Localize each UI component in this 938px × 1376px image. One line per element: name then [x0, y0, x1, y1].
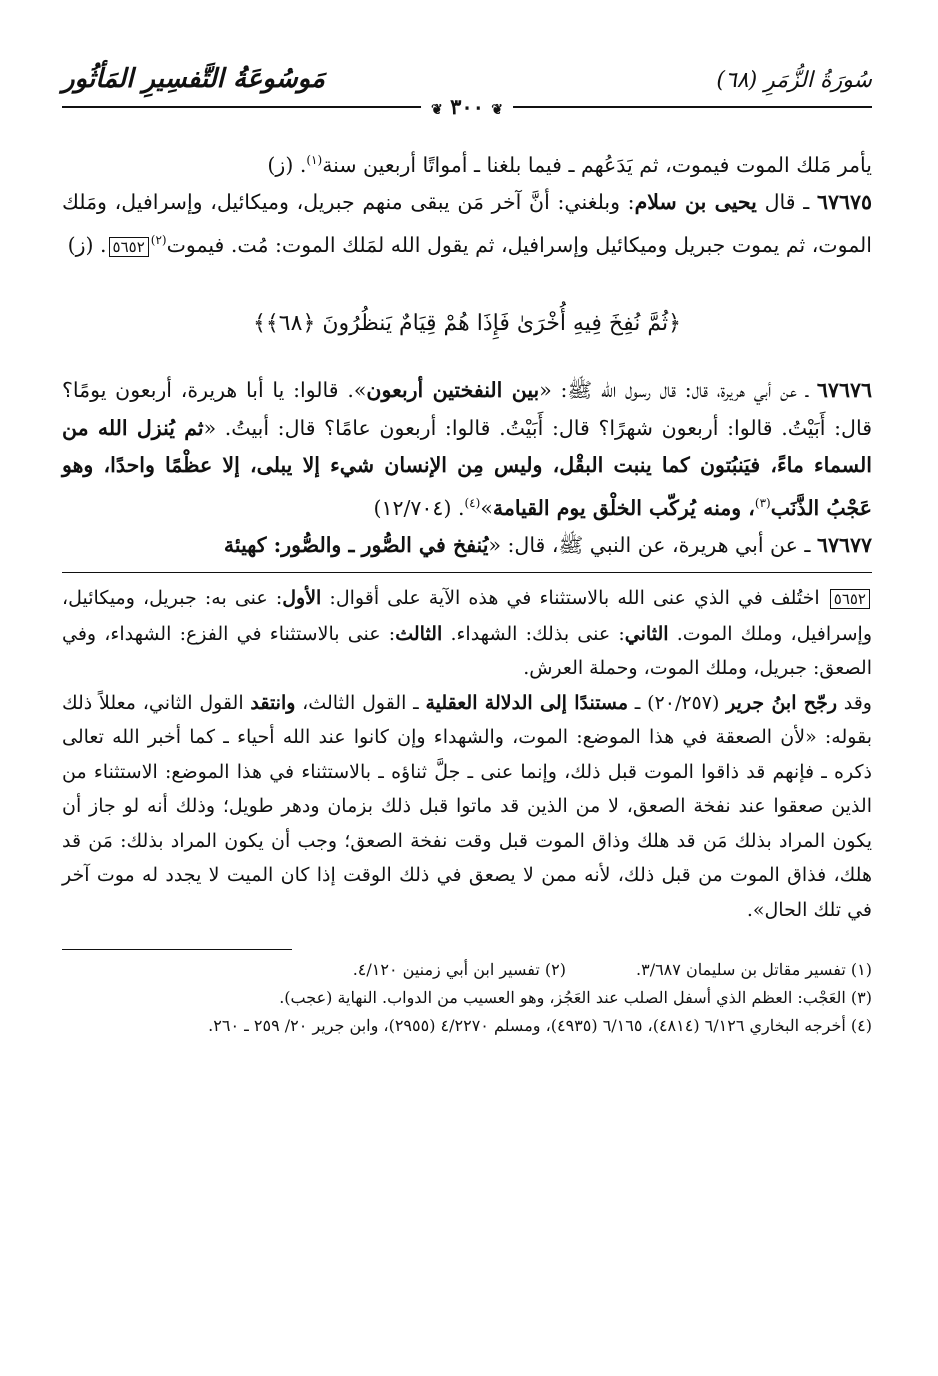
- footnote-4: (٤) أخرجه البخاري ٦/١٢٦ (٤٨١٤)، ٦/١٦٥ (٤٩٣٥)، ومسلم ٤/٢٢٧٠ (٢٩٥٥)، وابن جرير ٢٠/ ٢٥٩ ـ ٢٦٠.: [208, 1016, 872, 1036]
- narration-67677: ٦٧٦٧٧ ـ عن أبي هريرة، عن النبي ﷺ، قال: «يُنفخ في الصُّور ـ والصُّور: كهيئة: [223, 532, 872, 557]
- commentary-note: [62, 581, 872, 927]
- narration-number: ٦٧٦٧٧: [816, 532, 872, 557]
- page-number-block: [421, 94, 513, 119]
- narrator-name: يحيى بن سلام: [634, 190, 757, 215]
- book-page: [62, 60, 872, 1040]
- quran-verse: ﴿ثُمَّ نُفِخَ فِيهِ أُخْرَىٰ فَإِذَا هُمْ قِيَامٌ يَنظُرُونَ ﴿٦٨﴾﴾: [253, 311, 681, 337]
- footnote-1: (١) تفسير مقاتل بن سليمان ٣/٦٨٧.: [636, 960, 872, 980]
- page-number: ٣٠٠: [450, 94, 484, 119]
- footnote-2: (٢) تفسير ابن أبي زمنين ٤/١٢٠.: [352, 960, 566, 980]
- note-separator: [62, 572, 872, 573]
- footnote-marker: (٣): [754, 495, 771, 510]
- narration-number: ٦٧٦٧٦: [816, 378, 872, 403]
- ornament-right-icon: ❦: [491, 102, 503, 118]
- footnote-marker: (١): [306, 153, 323, 167]
- narration-67676: ٦٧٦٧٦ ـ عن أبي هريرة، قال: قال رسول الله ﷺ: «بين النفختين أربعون». قالوا: يا أبا هريرة، أربعون يومًا؟ قال: أَبَيْتُ. قالوا: أربعون شهرًا؟ قال: أَبَيْتُ. قالوا: أربعون عامًا؟ قال: أبيتُ. «ثم يُنزل الله من السماء ماءً، فيَنبُتون كما ينبت البقْل، وليس مِن الإنسان شيء إلا يبلى، إلا عظْمًا واحدًا، وهو عَجْبُ الذَّنَب$^{(٣)}$، ومنه يُركّب الخلْق يوم القيامة»$^{(٤)}$. (١٢/٧٠٤): [62, 378, 872, 520]
- footnote-marker: (٢): [150, 232, 167, 247]
- note-reference: ٥٦٥٢: [109, 237, 149, 257]
- page-header: [62, 60, 872, 119]
- footnotes: [62, 956, 872, 1040]
- note-number: ٥٦٥٢: [830, 589, 870, 609]
- footnote-row: [62, 956, 872, 984]
- main-text: [62, 142, 872, 564]
- note-paragraph: وقد رجّح ابنُ جرير (٢٠/٢٥٧) ـ مستندًا إلى الدلالة العقلية ـ القول الثالث، وانتقد القول الثاني، معللاً ذلك بقوله: «لأن الصعقة في هذا الموضع: الموت، والشهداء وإن كانوا عند الله أحياء ـ كما أخبر الله تعالى ذكره ـ فإنهم قد ذاقوا الموت قبل ذلك، وإنما عنى ـ جلَّ ثناؤه ـ بالاستثناء في هذا الموضع: الاستثناء من الذين صعقوا عند نفخة الصعق، لا من الذين قد ماتوا قبل ذلك بزمان ودهر طويل؛ وذلك أنه لو جاز أن يكون المراد بذلك مَن قد هلك وذاق الموت قبل وقت نفخة الصعق؛ وجب أن يكون المراد بذلك: مَن قد هلك، فذاق الموت من قبل ذلك، لأنه ممن لا يصعق في ذلك الوقت إذا كان الميت لا يجدد له موت آخر في تلك الحال».: [62, 691, 872, 921]
- book-title: مَوسُوعَةُ التَّفسِيرِ المَأثُور: [62, 64, 325, 94]
- footnote-marker: (٤): [464, 495, 481, 510]
- note-paragraph: ٥٦٥٢ اختُلف في الذي عنى الله بالاستثناء في هذه الآية على أقوال: الأول: عنى به: جبريل، وميكائيل، وإسرافيل، وملك الموت. الثاني: عنى بذلك: الشهداء. الثالث: عنى بالاستثناء في الفزع: الشهداء، وفي الصعق: جبريل، وملك الموت، وحملة العرش.: [62, 587, 873, 680]
- footnote-3: (٣) العَجْب: العظم الذي أسفل الصلب عند العَجُز، وهو العسيب من الدواب. النهاية (عجب).: [279, 988, 872, 1008]
- surah-title: سُورَةُ الزُّمَرِ (٦٨): [716, 68, 872, 93]
- ornament-left-icon: ❦: [431, 102, 443, 118]
- narration-number: ٦٧٦٧٥: [816, 190, 873, 215]
- narration-67675: ٦٧٦٧٥ ـ قال يحيى بن سلام: وبلغني: أنَّ آخر مَن يبقى منهم جبريل، وميكائيل، وإسرافيل، ومَلك الموت، ثم يموت جبريل وميكائيل وإسرافيل، ثم يقول الله لمَلك الموت: مُت. فيموت$^{(٢)}$٥٦٥٢. (ز): [62, 190, 873, 257]
- footnote-separator: [62, 949, 292, 950]
- paragraph-continuation: يأمر مَلك الموت فيموت، ثم يَدَعُهم ـ فيما بلغنا ـ أمواتًا أربعين سنة$^{(١)}$. (ز): [267, 152, 872, 177]
